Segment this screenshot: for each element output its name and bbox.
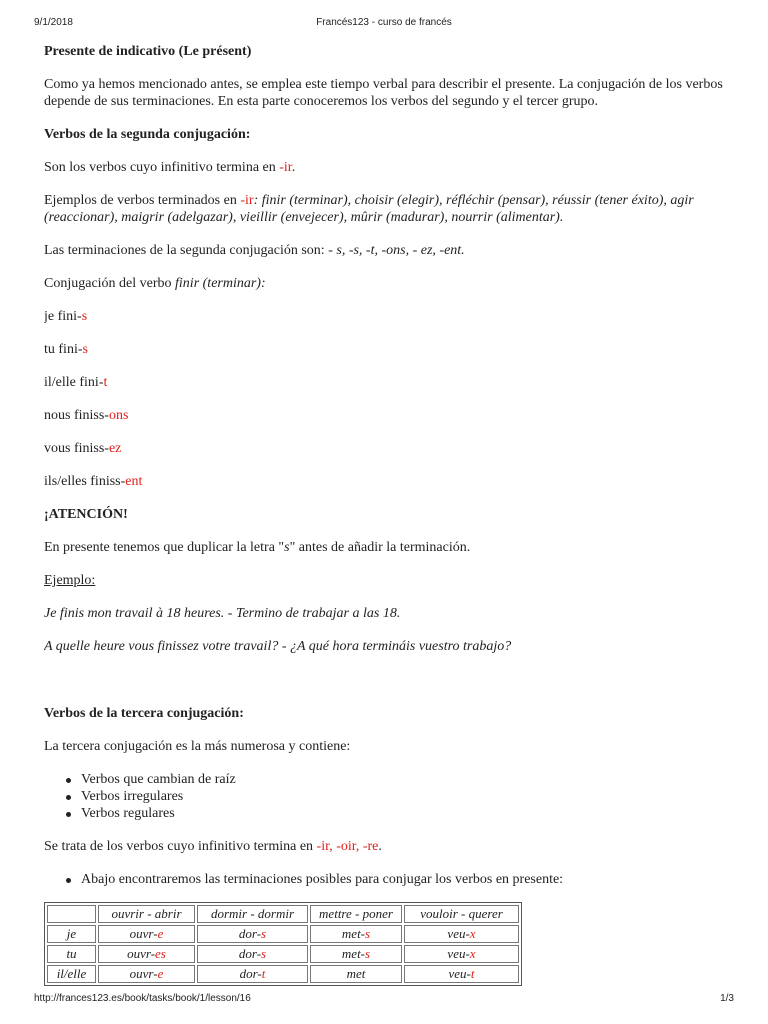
second-endings: Las terminaciones de la segunda conjugación son: - s, -s, -t, -ons, - ez, -ent. [44, 243, 465, 258]
list-item: Verbos regulares [62, 805, 724, 822]
table-header-cell: ouvrir - abrir [98, 905, 195, 923]
print-date: 9/1/2018 [34, 17, 73, 28]
conjugation-form: ils/elles finiss-ent [44, 474, 143, 489]
table-cell: ouvr-e [98, 965, 195, 983]
third-definition: Se trata de los verbos cuyo infinitivo termina en -ir, -oir, -re. [44, 839, 382, 854]
table-header-cell: mettre - poner [310, 905, 402, 923]
second-conjugation-heading: Verbos de la segunda conjugación: [44, 127, 251, 142]
table-header-cell [47, 905, 96, 923]
page-url: http://frances123.es/book/tasks/book/1/lesson/16 [34, 993, 251, 1004]
table-cell: ouvr-e [98, 925, 195, 943]
document-page [44, 43, 724, 988]
conjugation-form: vous finiss-ez [44, 441, 122, 456]
table-cell: veu-x [404, 925, 519, 943]
table-cell: dor-s [197, 945, 308, 963]
second-definition: Son los verbos cuyo infinitivo termina en -ir. [44, 160, 296, 175]
table-cell-pronoun: il/elle [47, 965, 96, 983]
table-cell: ouvr-es [98, 945, 195, 963]
conjugation-form: il/elle fini-t [44, 375, 108, 390]
table-cell: dor-t [197, 965, 308, 983]
list-item: Verbos irregulares [62, 788, 724, 805]
attention-heading: ¡ATENCIÓN! [44, 507, 128, 522]
example-sentence: Je finis mon travail à 18 heures. - Termino de trabajar a las 18. [44, 606, 401, 621]
list-item: Verbos que cambian de raíz [62, 771, 724, 788]
conjugation-form: nous finiss-ons [44, 408, 129, 423]
table-header-row [47, 905, 519, 923]
intro-paragraph: Como ya hemos mencionado antes, se emplea este tiempo verbal para describir el presente. La conjugación de los verbos depende de sus terminaciones. En esta parte conoceremos los verbos del segundo y el tercer grupo. [44, 77, 723, 109]
endings-intro-list [62, 871, 724, 888]
finir-conjugation-label: Conjugación del verbo finir (terminar): [44, 276, 266, 291]
attention-note: En presente tenemos que duplicar la letra "s" antes de añadir la terminación. [44, 540, 471, 555]
table-header-cell: vouloir - querer [404, 905, 519, 923]
table-cell: veu-t [404, 965, 519, 983]
print-footer [0, 993, 768, 1007]
print-header [0, 17, 768, 31]
table-cell-pronoun: tu [47, 945, 96, 963]
second-examples: Ejemplos de verbos terminados en -ir: finir (terminar), choisir (elegir), réfléchir (pensar), réussir (tener éxito), agir (reaccionar), maigrir (adelgazar), vieillir (envejecer), mûrir (madurar), nourrir (alimentar). [44, 193, 694, 225]
third-intro: La tercera conjugación es la más numerosa y contiene: [44, 739, 351, 754]
third-conjugation-heading: Verbos de la tercera conjugación: [44, 706, 244, 721]
table-row [47, 945, 519, 963]
table-cell-pronoun: je [47, 925, 96, 943]
table-cell: met-s [310, 925, 402, 943]
conjugation-form: je fini-s [44, 309, 88, 324]
page-title: Presente de indicativo (Le présent) [44, 44, 252, 59]
example-sentence: A quelle heure vous finissez votre travail? - ¿A qué hora termináis vuestro trabajo? [44, 639, 512, 654]
table-row [47, 965, 519, 983]
table-cell: veu-x [404, 945, 519, 963]
table-cell: met-s [310, 945, 402, 963]
table-cell: dor-s [197, 925, 308, 943]
table-row [47, 925, 519, 943]
page-number: 1/3 [720, 993, 734, 1004]
table-header-cell: dormir - dormir [197, 905, 308, 923]
conjugation-form: tu fini-s [44, 342, 88, 357]
print-title: Francés123 - curso de francés [316, 17, 452, 28]
list-item: Abajo encontraremos las terminaciones posibles para conjugar los verbos en presente: [62, 871, 724, 888]
example-label: Ejemplo: [44, 573, 96, 588]
table-cell: met [310, 965, 402, 983]
verb-type-list [62, 771, 724, 822]
conjugation-table [44, 902, 522, 986]
